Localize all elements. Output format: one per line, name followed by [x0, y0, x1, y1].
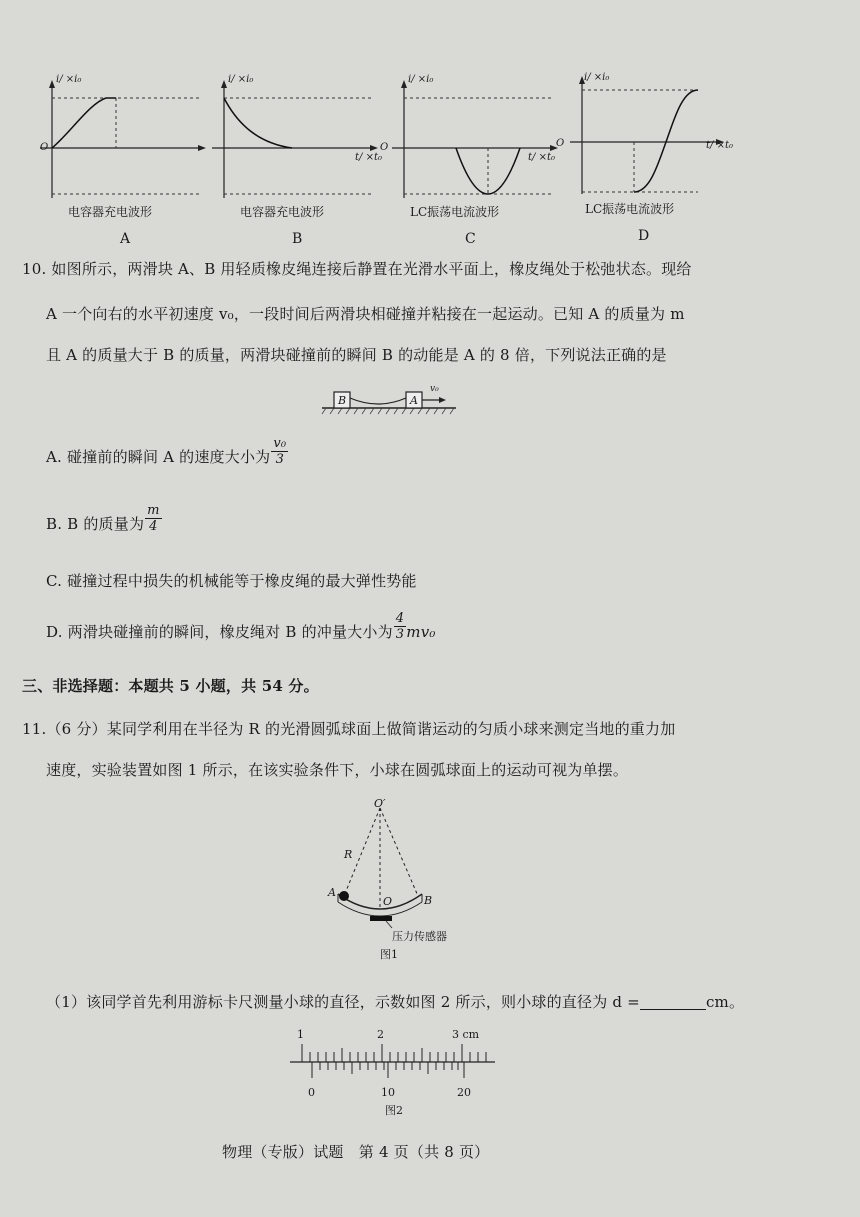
graph-d-x-label: t/ ×t₀	[706, 140, 733, 151]
q10-option-d: D. 两滑块碰撞前的瞬间，橡皮绳对 B 的冲量大小为 $\frac{4}{3}$ mv₀	[46, 611, 436, 642]
q10-option-b-den: 4	[149, 519, 158, 534]
graph-c-y-label: i/ ×i₀	[408, 74, 434, 85]
graph-d-origin: O	[556, 138, 565, 149]
fig2-caption: 图2	[385, 1104, 403, 1117]
graph-b-caption: 电容器充电波形	[240, 205, 325, 219]
q10-velocity-label: v₀	[430, 384, 439, 394]
page-footer: 物理（专版）试题 第 4 页（共 8 页）	[222, 1143, 490, 1161]
q10-option-d-num: 4	[395, 611, 405, 626]
graph-a-y-label: i/ ×i₀	[56, 74, 82, 85]
q11-figure-1	[330, 800, 440, 930]
fig2-main-3: 3 cm	[452, 1028, 480, 1041]
fig2-main-2: 2	[377, 1028, 384, 1041]
fig1-label-o-prime: O′	[374, 797, 386, 810]
fig2-vernier-10: 10	[381, 1086, 395, 1099]
graph-a-origin: O	[40, 142, 49, 153]
q11-line-1: 11.（6 分）某同学利用在半径为 R 的光滑圆弧球面上做简谐运动的匀质小球来测定当地的重力加	[22, 720, 676, 738]
q10-option-b-num: m	[147, 503, 160, 518]
graph-b	[212, 78, 382, 203]
q10-block-b: B	[338, 394, 347, 407]
fig1-sensor-label: 压力传感器	[392, 930, 447, 943]
q10-line-2: A 一个向右的水平初速度 v₀，一段时间后两滑块相碰撞并粘接在一起运动。已知 A 的质量为 m	[46, 305, 685, 323]
graph-c-caption: LC振荡电流波形	[410, 205, 500, 219]
q10-option-a-num: v₀	[273, 436, 287, 451]
fig1-label-a: A	[328, 886, 336, 899]
q11-line-2: 速度，实验装置如图 1 所示，在该实验条件下，小球在圆弧球面上的运动可视为单摆。	[46, 761, 629, 779]
fig2-main-1: 1	[297, 1028, 304, 1041]
graph-c-letter: C	[465, 231, 476, 247]
fig1-caption: 图1	[380, 948, 398, 961]
q10-option-d-suffix: mv₀	[406, 623, 436, 641]
fig2-vernier-0: 0	[308, 1086, 315, 1099]
graph-b-y-label: i/ ×i₀	[228, 74, 254, 85]
graph-c	[392, 78, 565, 203]
graph-a-caption: 电容器充电波形	[68, 205, 153, 219]
q10-option-d-den: 3	[395, 627, 405, 642]
fig2-vernier-20: 20	[457, 1086, 471, 1099]
section-3-title: 三、非选择题：本题共 5 小题，共 54 分。	[22, 677, 319, 695]
fig1-label-b: B	[424, 894, 433, 907]
q10-block-a: A	[410, 394, 418, 407]
graph-a-letter: A	[120, 231, 131, 247]
graph-c-origin: O	[380, 142, 389, 153]
q10-line-1: 10. 如图所示，两滑块 A、B 用轻质橡皮绳连接后静置在光滑水平面上，橡皮绳处于松弛状态。现给	[22, 260, 692, 278]
graph-d-caption: LC振荡电流波形	[585, 202, 675, 216]
q10-option-a-den: 3	[275, 452, 285, 467]
q11-part-1: （1）该同学首先利用游标卡尺测量小球的直径，示数如图 2 所示，则小球的直径为 d = cm。	[46, 993, 745, 1011]
graph-d	[570, 74, 740, 199]
answer-blank-d[interactable]	[640, 997, 706, 1010]
fig1-label-o: O	[383, 895, 393, 908]
graph-b-x-label: t/ ×t₀	[355, 152, 382, 163]
graph-c-x-label: t/ ×t₀	[528, 152, 555, 163]
q10-option-b: B. B 的质量为 $\frac{m}{4}$	[46, 503, 160, 534]
graph-d-letter: D	[638, 228, 650, 244]
q10-option-a: A. 碰撞前的瞬间 A 的速度大小为 $\frac{\text{v₀}}{3}$	[46, 436, 287, 467]
fig1-label-r: R	[344, 848, 353, 861]
q10-line-3: 且 A 的质量大于 B 的质量，两滑块碰撞前的瞬间 B 的动能是 A 的 8 倍，下列说法正确的是	[46, 346, 667, 364]
graph-a	[40, 78, 210, 203]
q10-option-c: C. 碰撞过程中损失的机械能等于橡皮绳的最大弹性势能	[46, 572, 417, 590]
graph-d-y-label: i/ ×i₀	[584, 72, 610, 83]
graph-b-letter: B	[292, 231, 303, 247]
